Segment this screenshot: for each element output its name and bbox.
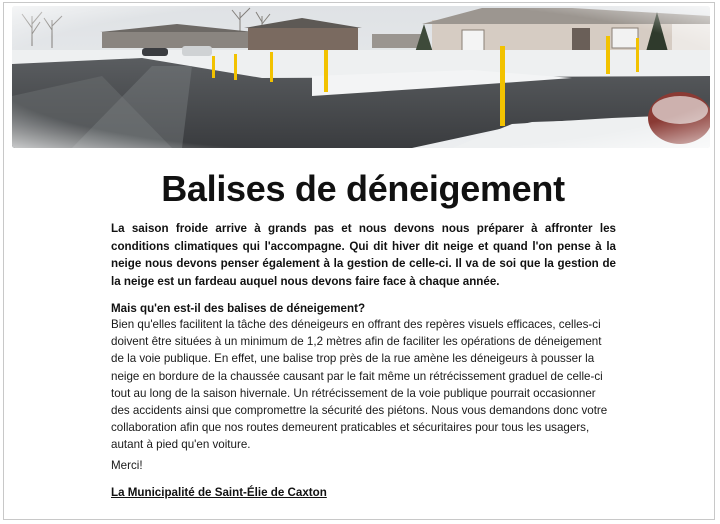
intro-paragraph: La saison froide arrive à grands pas et nous devons nous préparer à affronter les conditions climatiques qui l'accompagne. Qui dit hiver dit neige et quand l'on pense à la neige nous devons penser également à la gestion de celle-ci. Il va de soi que la gestion de la neige est un fardeau auquel nous devons faire face à chaque année. — [111, 222, 616, 288]
body-paragraph: Bien qu'elles facilitent la tâche des déneigeurs en offrant des repères visuels efficaces, celles-ci doivent être situées à un minimum de 1,2 mètres afin de faciliter les opérations de déneigement de la voie publique. En effet, une balise trop près de la rue amène les déneigeurs à pousser la neige en bordure de la chaussée causant par le fait même un rétrécissement graduel de celle-ci tout au long de la saison hivernale. Un rétrécissement de la voie publique pourrait occasionner des accidents ainsi que compromettre la sécurité des piétons. Nous vous demandons donc votre collaboration afin que nos routes demeurent praticables et sécuritaires pour tous les usagers, autant à pied qu'en voiture. — [111, 318, 608, 452]
signature: La Municipalité de Saint-Élie de Caxton — [111, 486, 327, 499]
snow-street-photo — [12, 6, 710, 148]
thanks-text: Merci! — [111, 459, 143, 472]
page-title: Balises de déneigement — [161, 168, 565, 209]
section-heading: Mais qu'en est-il des balises de déneigement? — [111, 302, 366, 315]
